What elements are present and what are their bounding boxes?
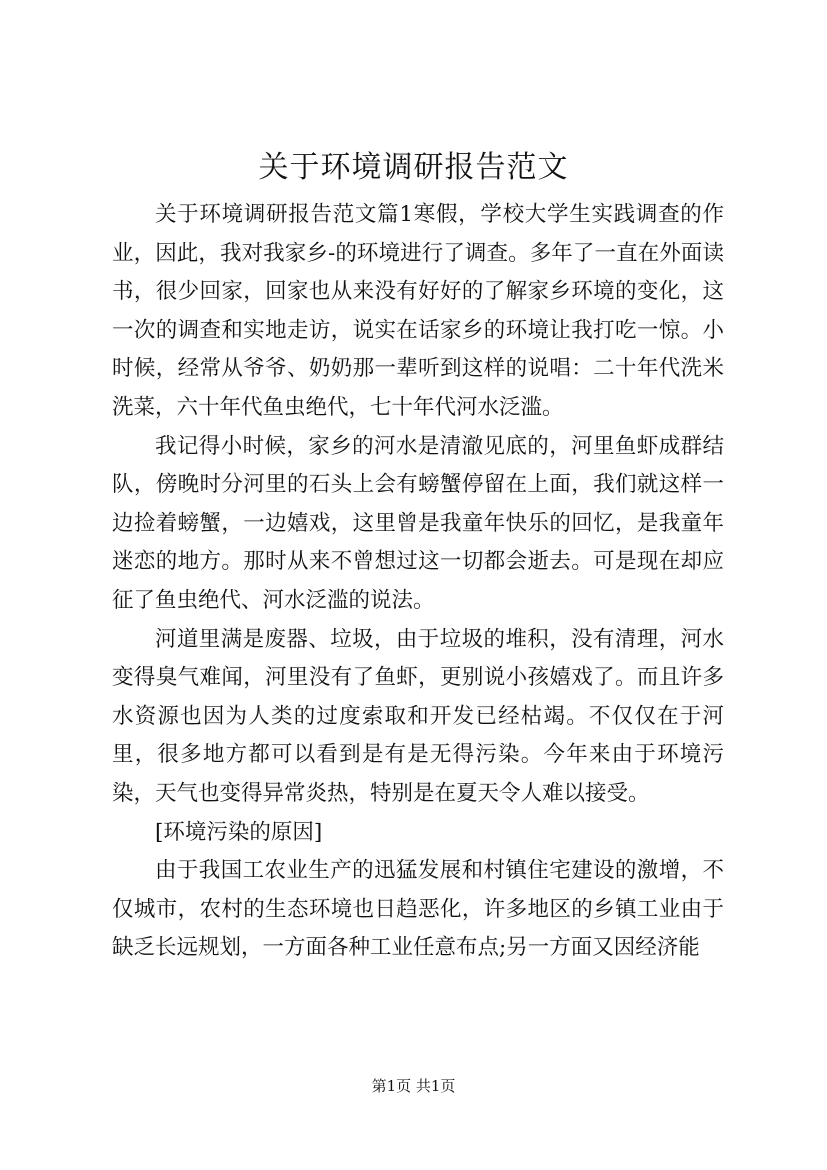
paragraph-2: 我记得小时候，家乡的河水是清澈见底的，河里鱼虾成群结队，傍晚时分河里的石头上会有螃蟹停留在上面，我们就这样一边捡着螃蟹，一边嬉戏，这里曾是我童年快乐的回忆，是我童年迷恋的地方。那时从来不曾想过这一切都会逝去。可是现在却应征了鱼虫绝代、河水泛滥的说法。 (112, 433, 724, 613)
page-footer: 第1页 共1页 (371, 1077, 456, 1095)
paragraph-1: 关于环境调研报告范文篇1寒假，学校大学生实践调查的作业，因此，我对我家乡-的环境进行了调查。多年了一直在外面读书，很少回家，回家也从来没有好好的了解家乡环境的变化，这一次的调查和实地走访，说实在话家乡的环境让我打吃一惊。小时候，经常从爷爷、奶奶那一辈听到这样的说唱：二十年代洗米洗菜，六十年代鱼虫绝代，七十年代河水泛滥。 (112, 202, 724, 420)
paragraph-4: 由于我国工农业生产的迅猛发展和村镇住宅建设的激增，不仅城市，农村的生态环境也日趋恶化，许多地区的乡镇工业由于缺乏长远规划，一方面各种工业任意布点;另一方面又因经济能 (112, 858, 724, 961)
document-body (112, 196, 724, 968)
document-title: 关于环境调研报告范文 (258, 150, 569, 185)
paragraph-3: 河道里满是废器、垃圾，由于垃圾的堆积，没有清理，河水变得臭气难闻，河里没有了鱼虾，更别说小孩嬉戏了。而且许多水资源也因为人类的过度索取和开发已经枯竭。不仅仅在于河里，很多地方都可以看到是有是无得污染。今年来由于环境污染，天气也变得异常炎热，特别是在夏天令人难以接受。 (112, 626, 724, 806)
section-heading: [环境污染的原因] (155, 819, 323, 845)
